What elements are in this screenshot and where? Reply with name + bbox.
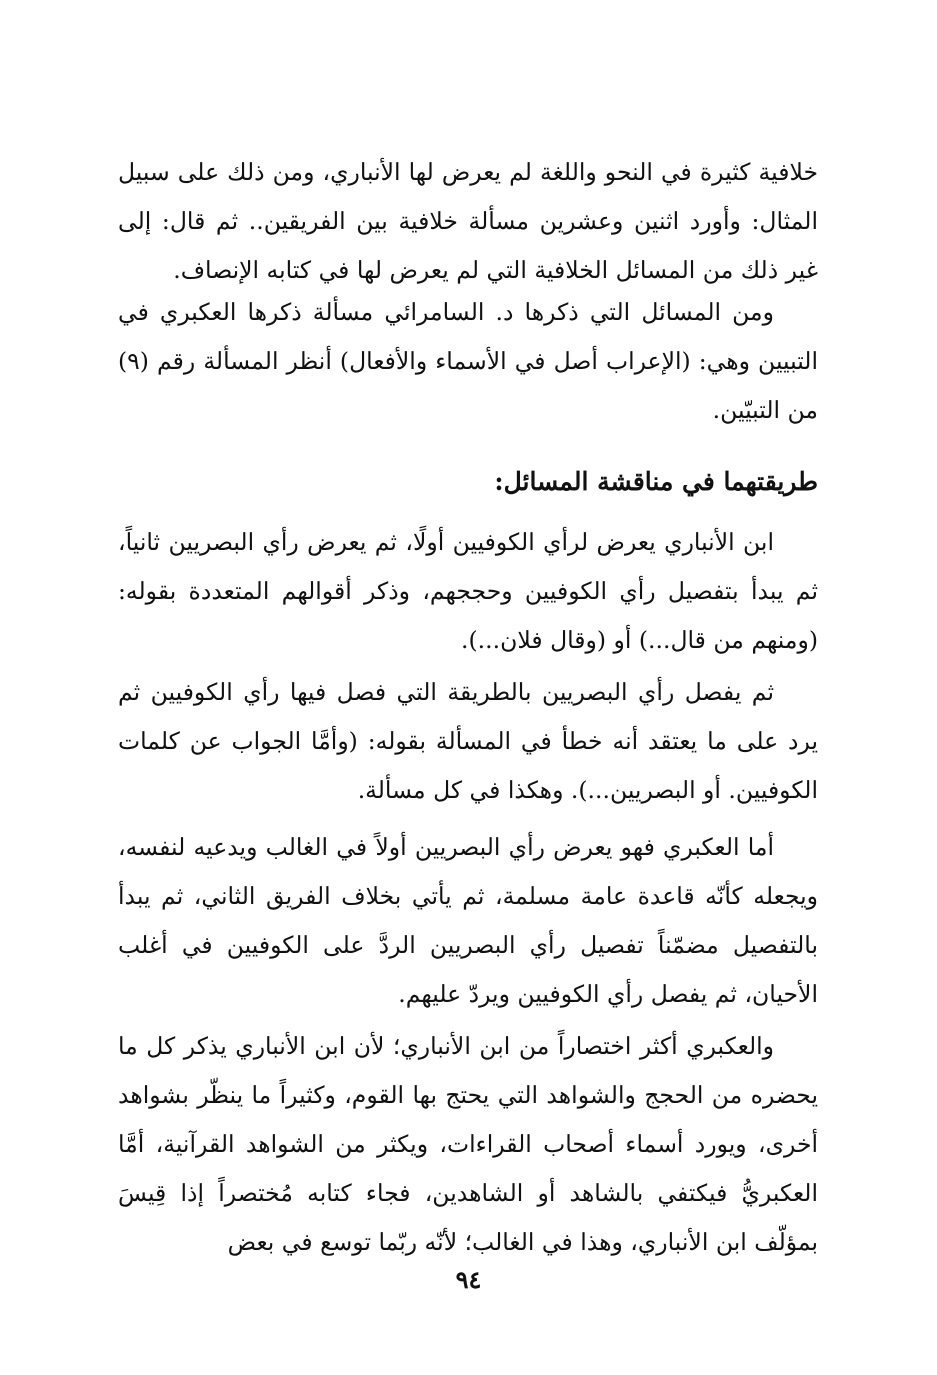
paragraph-2: ومن المسائل التي ذكرها د. السامرائي مسألة ذكرها العكبري في التبيين وهي: (الإعراب أصل في الأسماء والأفعال) أنظر المسألة رقم (٩) من التبيّين. xyxy=(118,298,818,424)
page-number: ٩٤ xyxy=(455,1265,482,1294)
paragraph-5: أما العكبري فهو يعرض رأي البصريين أولاً في الغالب ويدعيه لنفسه، ويجعله كأنّه قاعدة عامة مسلمة، ثم يأتي بخلاف الفريق الثاني، ثم يبدأ بالتفصيل مضمّناً تفصيل رأي البصريين الردَّ على الكوفيين في أغلب الأحيان، ثم يفصل رأي الكوفيين ويردّ عليهم. xyxy=(118,833,818,1008)
paragraph-6: والعكبري أكثر اختصاراً من ابن الأنباري؛ لأن ابن الأنباري يذكر كل ما يحضره من الحجج والشواهد التي يحتج بها القوم، وكثيراً ما ينظّر بشواهد أخرى، ويورد أسماء أصحاب القراءات، ويكثر من الشواهد القرآنية، أمَّا العكبريُّ فيكتفي بالشاهد أو الشاهدين، فجاء كتابه مُختصراً إذا قِيسَ بمؤلّف ابن الأنباري، وهذا في الغالب؛ لأنّه ربّما توسع في بعض xyxy=(118,1032,818,1256)
section-heading: طريقتهما في مناقشة المسائل: xyxy=(494,467,818,496)
paragraph-4: ثم يفصل رأي البصريين بالطريقة التي فصل فيها رأي الكوفيين ثم يرد على ما يعتقد أنه خطأ في المسألة بقوله: (وأمَّا الجواب عن كلمات الكوفيين. أو البصريين...). وهكذا في كل مسألة. xyxy=(118,678,818,804)
paragraph-3: ابن الأنباري يعرض لرأي الكوفيين أولًا، ثم يعرض رأي البصريين ثانياً، ثم يبدأ بتفصيل رأي الكوفيين وحججهم، وذكر أقوالهم المتعددة بقوله: (ومنهم من قال...) أو (وقال فلان...). xyxy=(118,528,818,654)
paragraph-1: خلافية كثيرة في النحو واللغة لم يعرض لها الأنباري، ومن ذلك على سبيل المثال: وأورد اثنين وعشرين مسألة خلافية بين الفريقين.. ثم قال: إلى غير ذلك من المسائل الخلافية التي لم يعرض لها في كتابه الإنصاف. xyxy=(118,158,818,284)
